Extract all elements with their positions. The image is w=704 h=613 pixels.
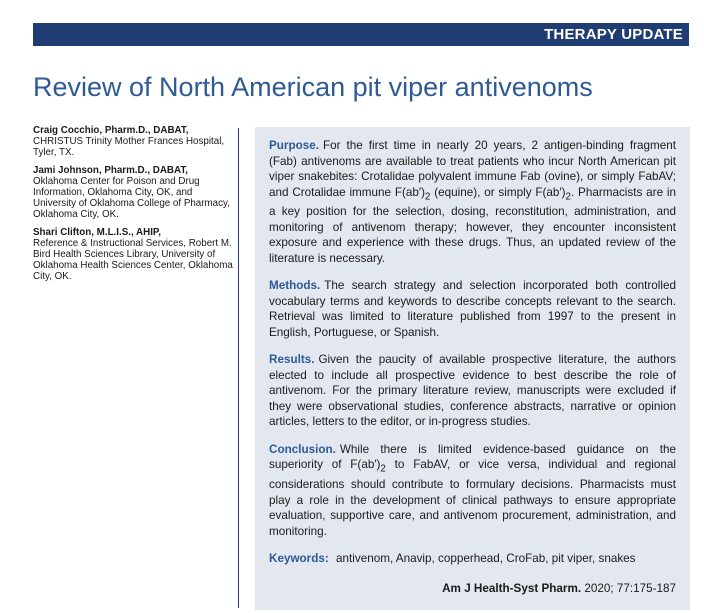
conclusion-text: While there is limited evidence-based guidance on the superiority of F(ab′)	[269, 442, 676, 472]
subscript: 2	[565, 190, 571, 202]
citation	[269, 581, 676, 597]
results-text: Given the paucity of available prospective literature, the authors elected to include all prospective evidence to best describe the role of antivenom. For the primary literature review, manuscripts were excluded if they were observational studies, conference abstracts, narrative or opinion articles, letters to the editor, or in-progress studies.	[269, 353, 676, 429]
section-label: THERAPY UPDATE	[544, 26, 683, 43]
citation-journal: Am J Health-Syst Pharm.	[442, 581, 582, 595]
abstract-keywords	[269, 551, 676, 567]
conclusion-text: to FabAV, or vice versa, individual and regional considerations should contribute to formulary decisions. Pharmacists must play a role in the development of clinical pathways to ensure appropriate evaluation, supportive care, and antivenom procurement, administration, and monitoring.	[269, 458, 676, 538]
abstract-box	[255, 127, 690, 610]
abstract-methods	[269, 278, 676, 340]
abstract-results	[269, 352, 676, 430]
keywords-heading: Keywords:	[269, 552, 329, 566]
subscript: 2	[424, 190, 431, 202]
author-name: Jami Johnson, Pharm.D., DABAT,	[33, 164, 188, 176]
subscript: 2	[380, 463, 386, 475]
author-entry	[33, 125, 233, 159]
conclusion-heading: Conclusion.	[269, 442, 336, 456]
purpose-text: (equine), or simply F(ab′)	[430, 185, 566, 199]
abstract-purpose	[269, 138, 676, 266]
purpose-text: For the first time in nearly 20 years, 2 antigen-binding fragment (Fab) antivenoms are available to treat patients who incur North American pit viper snakebites: Crotalidae polyvalent immune Fab (ovine), or simply FabAV; and Crotalidae immune F(ab′)	[269, 139, 676, 199]
abstract-conclusion	[269, 442, 676, 539]
author-entry	[33, 227, 233, 283]
citation-details: 2020; 77:175-187	[581, 581, 676, 595]
author-affiliation: CHRISTUS Trinity Mother Frances Hospital, Tyler, TX.	[33, 136, 225, 159]
author-name: Craig Cocchio, Pharm.D., DABAT,	[33, 125, 189, 136]
column-divider	[238, 128, 239, 608]
author-name: Shari Clifton, M.L.I.S., AHIP,	[33, 226, 161, 238]
purpose-heading: Purpose.	[269, 139, 320, 152]
section-banner	[33, 23, 689, 46]
author-entry	[33, 165, 233, 221]
methods-heading: Methods.	[269, 279, 321, 293]
author-affiliation: Oklahoma Center for Poison and Drug Information, Oklahoma City, OK, and University of Oklahoma College of Pharmacy, Oklahoma City, OK.	[33, 175, 230, 221]
keywords-text: antivenom, Anavip, copperhead, CroFab, pit viper, snakes	[336, 552, 636, 566]
article-title: Review of North American pit viper antivenoms	[33, 72, 593, 102]
author-affiliation: Reference & Instructional Services, Robert M. Bird Health Sciences Library, University of Oklahoma Health Sciences Center, Oklahoma City, OK.	[33, 237, 233, 283]
methods-text: The search strategy and selection incorporated both controlled vocabulary terms and keywords to describe concepts relevant to the search. Retrieval was limited to literature published from 1997 to the present in English, Portuguese, or Spanish.	[269, 279, 676, 339]
results-heading: Results.	[269, 353, 315, 367]
author-list	[33, 125, 233, 289]
purpose-text: . Pharmacists are in a key position for the selection, dosing, reconstitution, administration, and monitoring of antivenom therapy; however, they encounter inconsistent exposure and experience with these drugs. Thus, an updated review of the literature is necessary.	[269, 185, 676, 265]
